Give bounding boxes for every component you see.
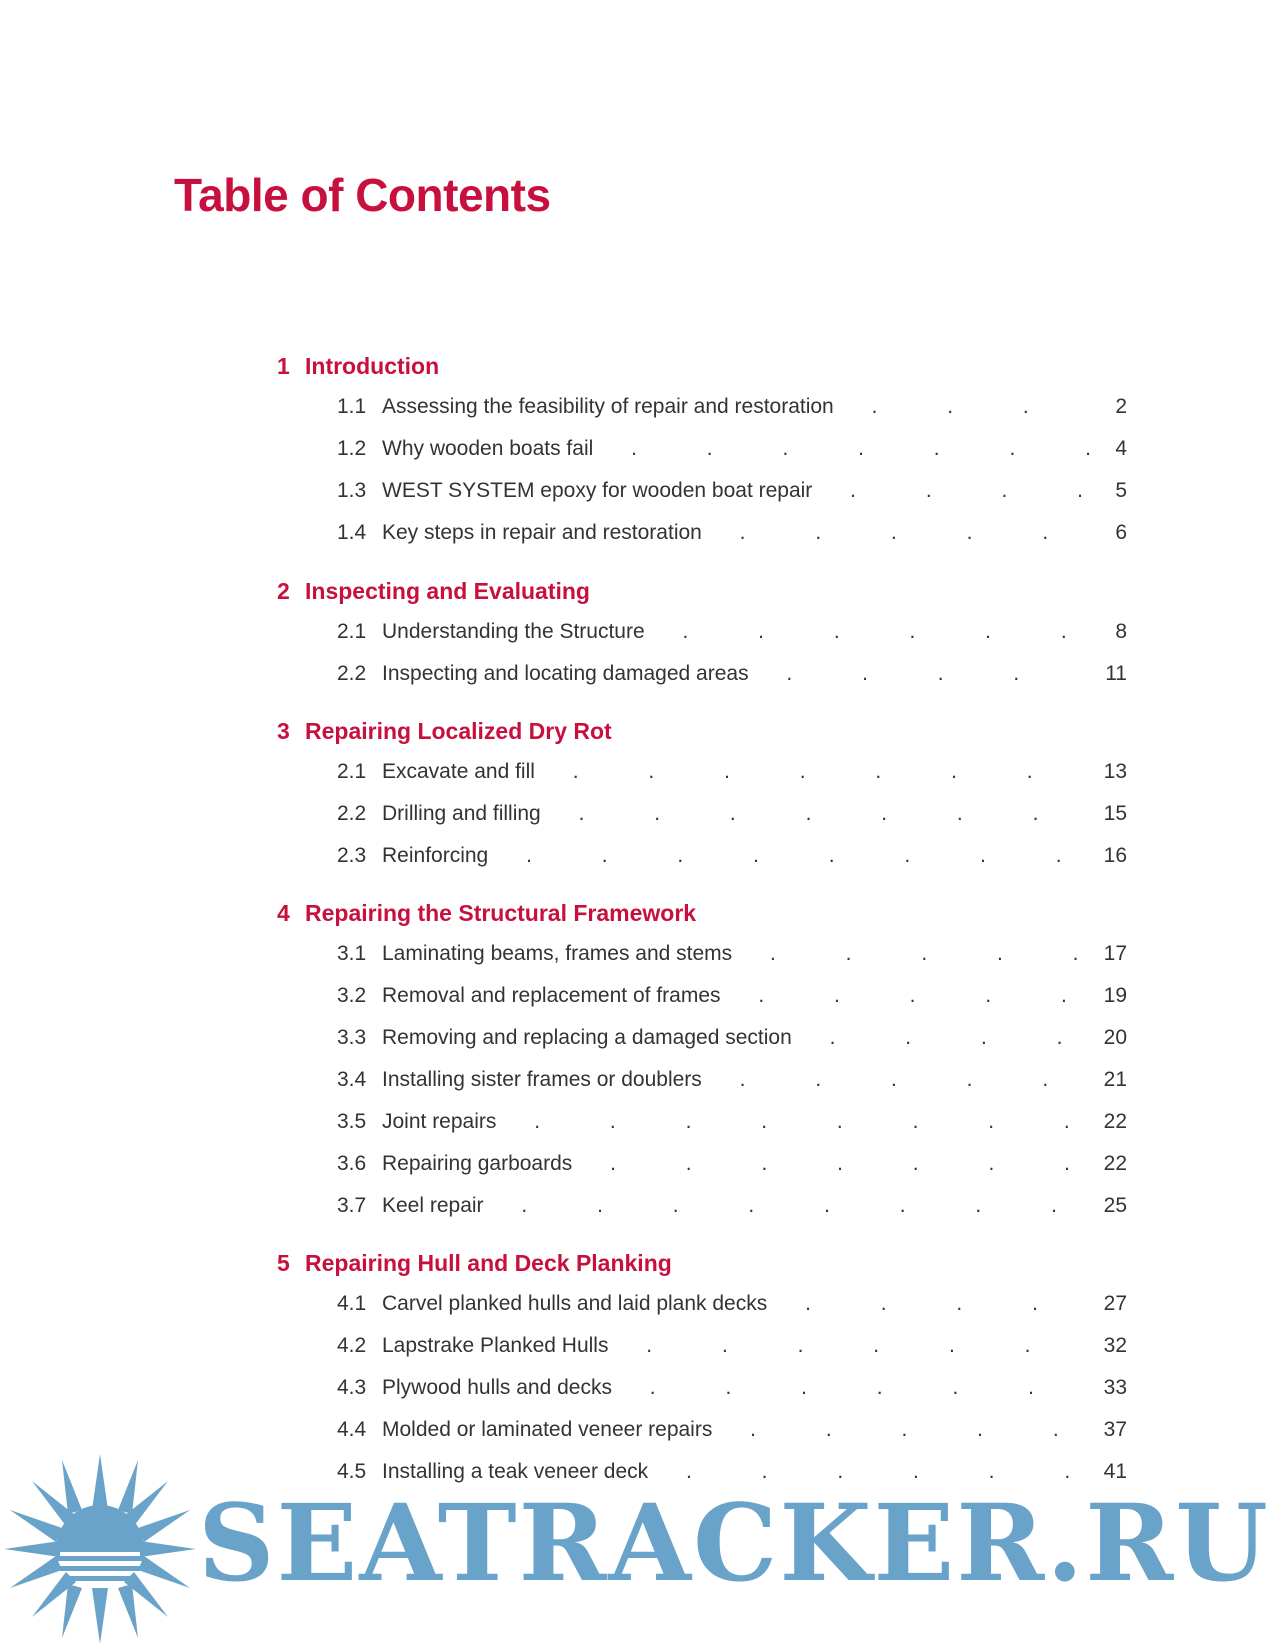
- toc-entry[interactable]: [337, 799, 1127, 829]
- entry-page: 22: [1084, 1149, 1127, 1179]
- entry-title: Drilling and filling . . .: [382, 799, 1127, 829]
- entry-title: Removing and replacing a damaged section . . .: [382, 1023, 1127, 1053]
- entry-page: 2: [1095, 392, 1127, 422]
- toc-entry[interactable]: [337, 981, 1127, 1011]
- toc-entry[interactable]: [337, 1191, 1127, 1221]
- toc-entry[interactable]: [337, 1023, 1127, 1053]
- entry-number: 3.4: [337, 1068, 367, 1091]
- entry-number: 3.5: [337, 1110, 367, 1133]
- chapter-number: 5: [277, 1250, 290, 1276]
- toc-entry[interactable]: [337, 659, 1127, 689]
- chapter-heading[interactable]: [277, 716, 612, 746]
- entry-title: Molded or laminated veneer repairs . . .: [382, 1415, 1127, 1445]
- toc-entry[interactable]: [337, 434, 1127, 464]
- entry-title: Excavate and fill . . .: [382, 757, 1127, 787]
- entry-number: 2.1: [337, 620, 367, 643]
- toc-entry[interactable]: [337, 476, 1127, 506]
- toc-entry[interactable]: [337, 939, 1127, 969]
- entry-page: 17: [1084, 939, 1127, 969]
- entry-page: 11: [1085, 659, 1127, 689]
- entry-page: 37: [1084, 1415, 1127, 1445]
- watermark-text: SEATRACKER.RU: [198, 1480, 1270, 1605]
- chapter-heading[interactable]: [277, 351, 439, 381]
- chapter-number: 2: [277, 578, 290, 604]
- entry-title: Why wooden boats fail . . .: [382, 434, 1127, 464]
- entry-page: 19: [1084, 981, 1127, 1011]
- entry-title: Repairing garboards . . .: [382, 1149, 1127, 1179]
- entry-page: 13: [1084, 757, 1127, 787]
- entry-title: WEST SYSTEM epoxy for wooden boat repair . . .: [382, 476, 1127, 506]
- entry-title: Assessing the feasibility of repair and restoration . . .: [382, 392, 1127, 422]
- entry-number: 3.1: [337, 942, 367, 965]
- chapter-heading[interactable]: [277, 1248, 672, 1278]
- chapter-number: 4: [277, 900, 290, 926]
- toc-entry[interactable]: [337, 518, 1127, 548]
- sun-icon: [0, 1448, 200, 1650]
- entry-number: 1.1: [337, 395, 367, 418]
- entry-title: Carvel planked hulls and laid plank decks . . .: [382, 1289, 1127, 1319]
- entry-title: Lapstrake Planked Hulls . . .: [382, 1331, 1127, 1361]
- entry-title: Plywood hulls and decks . . .: [382, 1373, 1127, 1403]
- entry-title: Laminating beams, frames and stems . . .: [382, 939, 1127, 969]
- toc-entry[interactable]: [337, 1331, 1127, 1361]
- chapter-title: Repairing Hull and Deck Planking: [305, 1250, 672, 1276]
- entry-page: 41: [1084, 1457, 1127, 1487]
- entry-title: Installing a teak veneer deck . . .: [382, 1457, 1127, 1487]
- entry-number: 3.7: [337, 1194, 367, 1217]
- toc-entry[interactable]: [337, 1107, 1127, 1137]
- chapter-title: Repairing the Structural Framework: [305, 900, 697, 926]
- chapter-title: Introduction: [305, 353, 440, 379]
- entry-title: Reinforcing . . .: [382, 841, 1127, 871]
- entry-title: Installing sister frames or doublers . . .: [382, 1065, 1127, 1095]
- toc-entry[interactable]: [337, 1065, 1127, 1095]
- entry-title: Understanding the Structure . . .: [382, 617, 1127, 647]
- toc-entry[interactable]: [337, 1373, 1127, 1403]
- entry-number: 1.4: [337, 521, 367, 544]
- entry-title: Joint repairs . . .: [382, 1107, 1127, 1137]
- entry-title: Removal and replacement of frames . . .: [382, 981, 1127, 1011]
- chapter-heading[interactable]: [277, 576, 590, 606]
- entry-page: 33: [1084, 1373, 1127, 1403]
- toc-entry[interactable]: [337, 1415, 1127, 1445]
- entry-number: 4.5: [337, 1460, 367, 1483]
- chapter-number: 3: [277, 718, 290, 744]
- watermark: [0, 1448, 1275, 1650]
- entry-page: 15: [1084, 799, 1127, 829]
- chapter-title: Inspecting and Evaluating: [305, 578, 590, 604]
- entry-number: 2.3: [337, 844, 367, 867]
- entry-page: 5: [1095, 476, 1127, 506]
- entry-page: 21: [1084, 1065, 1127, 1095]
- entry-number: 4.4: [337, 1418, 367, 1441]
- entry-title: Keel repair . . .: [382, 1191, 1127, 1221]
- chapter-number: 1: [277, 353, 290, 379]
- entry-number: 2.2: [337, 802, 367, 825]
- page-title: Table of Contents: [174, 169, 551, 221]
- toc-entry[interactable]: [337, 1149, 1127, 1179]
- entry-page: 20: [1084, 1023, 1127, 1053]
- entry-page: 25: [1084, 1191, 1127, 1221]
- chapter-title: Repairing Localized Dry Rot: [305, 718, 612, 744]
- entry-title: Inspecting and locating damaged areas . . .: [382, 659, 1127, 689]
- entry-page: 8: [1095, 617, 1127, 647]
- entry-number: 2.2: [337, 662, 367, 685]
- entry-page: 22: [1084, 1107, 1127, 1137]
- toc-entry[interactable]: [337, 841, 1127, 871]
- entry-page: 6: [1095, 518, 1127, 548]
- entry-page: 27: [1084, 1289, 1127, 1319]
- entry-number: 4.2: [337, 1334, 367, 1357]
- toc-entry[interactable]: [337, 392, 1127, 422]
- entry-page: 4: [1095, 434, 1127, 464]
- entry-title: Key steps in repair and restoration . . .: [382, 518, 1127, 548]
- entry-page: 32: [1084, 1331, 1127, 1361]
- entry-number: 4.3: [337, 1376, 367, 1399]
- entry-page: 16: [1084, 841, 1127, 871]
- toc-entry[interactable]: [337, 757, 1127, 787]
- entry-number: 3.6: [337, 1152, 367, 1175]
- entry-number: 3.2: [337, 984, 367, 1007]
- entry-number: 4.1: [337, 1292, 367, 1315]
- entry-number: 2.1: [337, 760, 367, 783]
- entry-number: 1.2: [337, 437, 367, 460]
- entry-number: 3.3: [337, 1026, 367, 1049]
- entry-number: 1.3: [337, 479, 367, 502]
- toc-entry[interactable]: [337, 1289, 1127, 1319]
- chapter-heading[interactable]: [277, 898, 696, 928]
- toc-entry[interactable]: [337, 617, 1127, 647]
